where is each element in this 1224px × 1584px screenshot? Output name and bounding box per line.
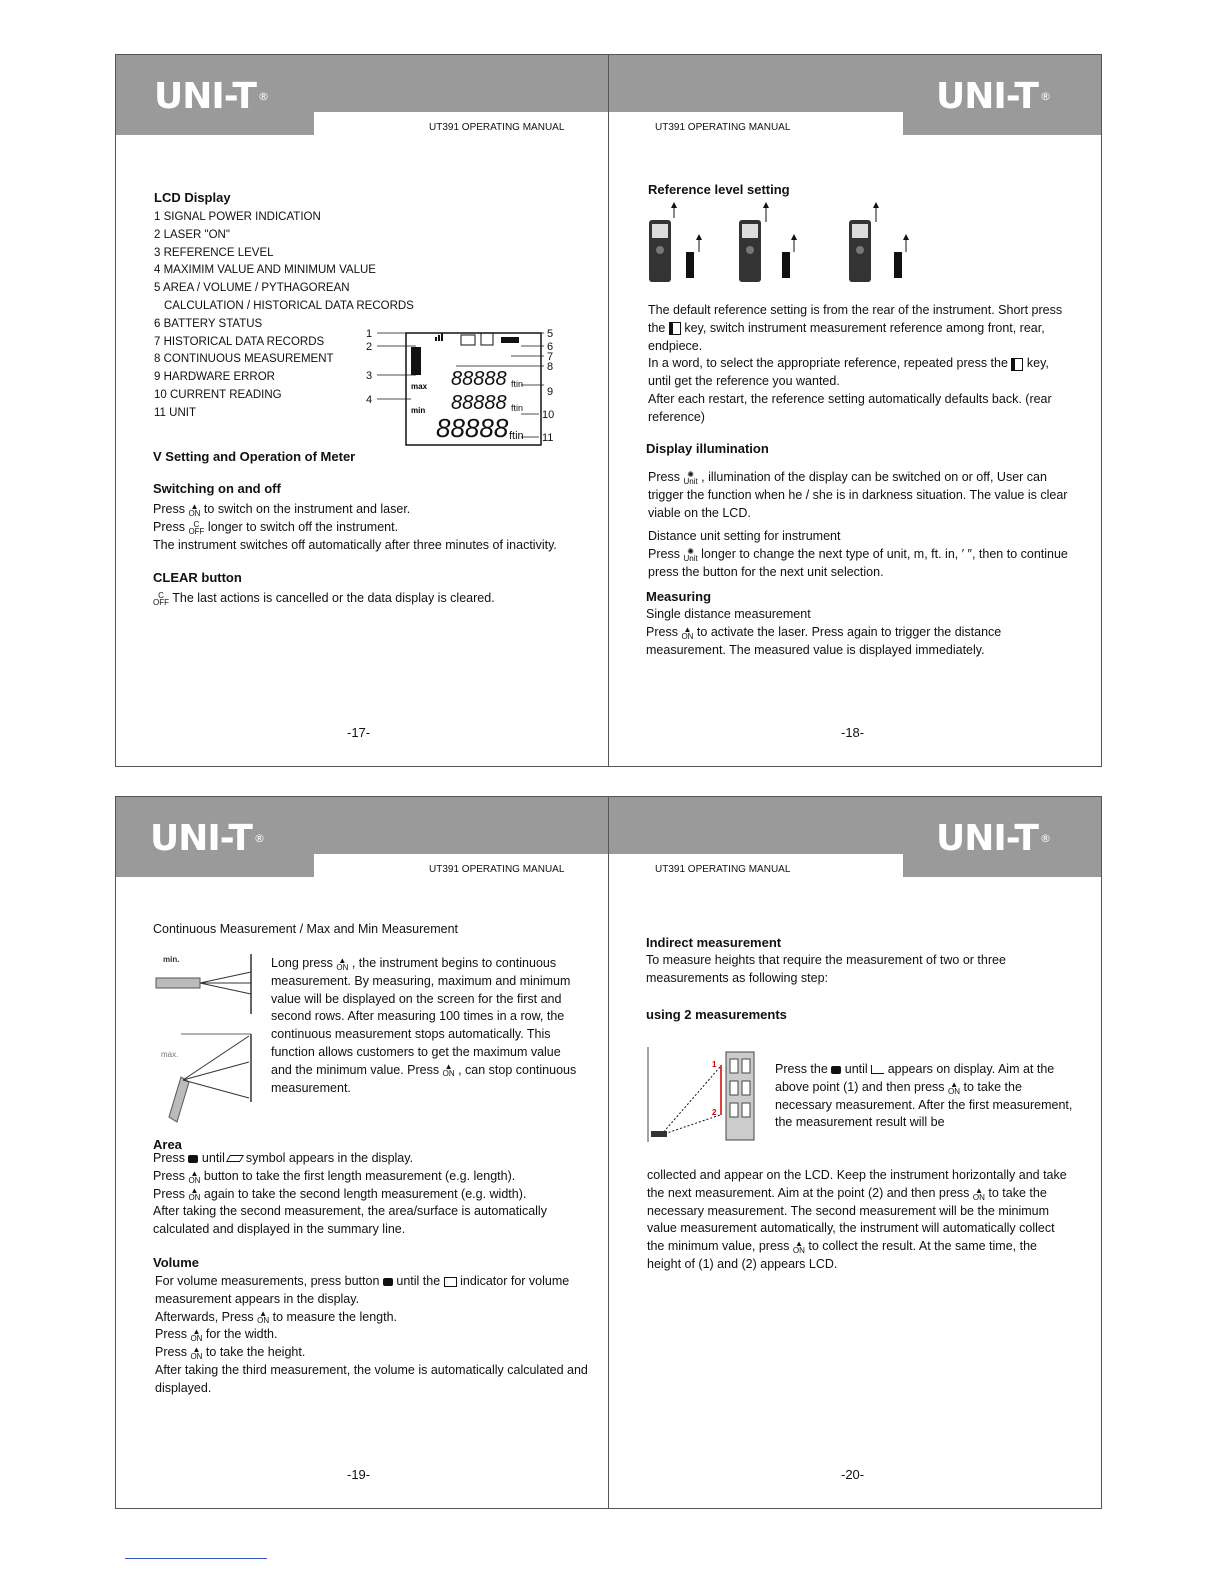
switch-title: Switching on and off [153,481,281,496]
reference-key-icon [1011,358,1023,371]
callout-5: 5 [547,328,554,340]
device-rear-ref [739,202,797,282]
switch-text: Press ▲ ON to switch on the instrument and laser. Press C OFF longer to switch off the instrument. The instrument switches off automatically after three minutes of inactivity. [153,501,557,552]
page-number: -18- [841,725,865,740]
page-number: -20- [841,1467,865,1482]
device-endpiece-ref [849,202,909,282]
list-item: 2 LASER "ON" [154,228,230,241]
unit-setting-text: Distance unit setting for instrument Press ✺ Unit longer to change the next type of unit, m, ft. in, ′ ″, then to continue press the button for the next unit selection. [648,529,1068,579]
callout-6: 6 [547,341,554,353]
on-key-icon: ▲ ON [336,955,349,972]
page-18 [609,55,1101,766]
on-key-icon: ▲ ON [190,1344,203,1361]
measuring-text: Single distance measurement Press ▲ ON to activate the laser. Press again to trigger the distance measurement. The measured value is displayed immediately. [646,607,1002,657]
lcd-digits-row-2: 88888 [451,392,507,414]
page-number: -19- [347,1467,371,1482]
height-symbol-icon [871,1065,884,1074]
on-key-icon: ▲ ON [948,1079,961,1096]
callout-3: 3 [366,370,373,382]
area-title: Area [153,1137,182,1152]
brand-logo: UNI-T ® [154,76,268,117]
callout-7: 7 [547,351,554,363]
device-front-ref [649,202,702,282]
list-item: 8 CONTINUOUS MEASUREMENT [154,353,334,366]
manual-title: UT391 OPERATING MANUAL [429,122,565,133]
clear-off-key-icon: C OFF [188,519,205,536]
manual-title: UT391 OPERATING MANUAL [655,864,791,875]
lcd-digits-row-3: 88888 [436,413,509,443]
page-19 [116,797,608,1508]
volume-text: For volume measurements, press button until the indicator for volume measurement appears in the display. Afterwards, Press ▲ ON to measure the length. Press ▲ ON for the width. Press ▲ ON to take the height. After taking the third measurement, the volume is automatically calculated and displayed. [155,1274,588,1395]
on-key-icon: ▲ ON [681,624,694,641]
on-key-icon: ▲ ON [257,1309,270,1326]
clear-title: CLEAR button [153,570,242,585]
list-item: 5 AREA / VOLUME / PYTHAGOREAN [154,282,350,295]
on-key-icon: ▲ ON [792,1238,805,1255]
lcd-min-label: min [411,406,426,415]
callout-11: 11 [542,432,554,444]
function-key-icon [831,1066,841,1074]
list-item: 7 HISTORICAL DATA RECORDS [154,335,325,348]
callout-4: 4 [366,394,373,406]
two-measurements-text-a: Press the until appears on display. Aim at the above point (1) and then press ▲ ON to take the necessary measurement. After the first measurement, the measurement result will be [775,1062,1073,1130]
clear-text: C OFF The last actions is cancelled or the data display is cleared. [153,590,495,607]
manual-title: UT391 OPERATING MANUAL [429,864,565,875]
volume-title: Volume [153,1255,199,1270]
two-measurements-text-b: collected and appear on the LCD. Keep the instrument horizontally and take the next measurement. Aim at the point (2) and then press ▲ ON to take the necessary measurement. The second measurement will be the minimum value measurement automatically, the instrument will automatically collect the minimum value, press ▲ ON to collect the result. At the same time, the height of (1) and (2) appears LCD. [647,1168,1067,1271]
page-number: -17- [347,725,371,740]
figure-point-2: 2 [712,1108,717,1117]
unit-key-icon: ✺ Unit [683,546,698,563]
reference-level-icon [411,347,421,375]
signal-icon [435,333,443,341]
list-item: 10 CURRENT READING [154,388,282,401]
indirect-title: Indirect measurement [646,935,782,950]
brand-logo: UNI-T ® [936,818,1050,859]
reference-text: The default reference setting is from the rear of the instrument. Short press the key, switch instrument measurement reference among front, rear, endpiece. In a word, to select the appropriate reference, repeated press the key, until get the reference you wanted. After each restart, the reference setting automatically defaults back. (rear reference) [648,303,1063,424]
volume-symbol-icon [444,1277,457,1287]
list-item: 9 HARDWARE ERROR [154,371,275,384]
figure-min-label: min. [163,955,180,964]
brand-logo: UNI-T ® [936,76,1050,117]
reference-key-icon [669,322,681,335]
lcd-title: LCD Display [154,190,231,205]
lcd-diagram [361,323,561,453]
area-text: Press until symbol appears in the display. Press ▲ ON button to take the first length measurement (e.g. length). Press ▲ ON again to take the second length measurement (e.g. width). After taking the second measurement, the area/surface is automatically calculated and displayed in the summary line. [153,1151,547,1237]
continuous-title: Continuous Measurement / Max and Min Measurement [153,922,459,936]
callout-1: 1 [366,328,373,340]
illumination-title: Display illumination [646,441,769,456]
on-key-icon: ▲ ON [972,1185,985,1202]
measuring-title: Measuring [646,589,712,604]
list-item: 6 BATTERY STATUS [154,317,263,330]
callout-9: 9 [547,386,554,398]
figure-point-1: 1 [712,1060,717,1069]
lcd-digits-row-1: 88888 [451,368,507,390]
area-icon [461,335,475,345]
brand-logo: UNI-T ® [150,818,264,859]
sheet-pages-17-18 [115,54,1102,767]
list-item: 1 SIGNAL POWER INDICATION [154,211,321,223]
list-item: 4 MAXIMIM VALUE AND MINIMUM VALUE [154,264,376,277]
function-key-icon [383,1278,393,1286]
page-17 [116,55,608,766]
illumination-text: Press ✺ Unit , illumination of the display can be switched on or off, User can trigger the function when he / she is in darkness situation. The value is clear viable on the LCD. [648,469,1068,520]
page-20 [609,797,1101,1508]
continuous-figure [151,952,261,1127]
section-title: V Setting and Operation of Meter [153,449,356,464]
footer-link-line [125,1558,267,1559]
lcd-unit-row-3: ftin [509,430,524,442]
indirect-measurement-figure [646,1047,756,1142]
reference-level-figure [644,200,924,290]
on-key-icon: ▲ ON [442,1062,455,1079]
function-key-icon [188,1155,198,1163]
list-item: CALCULATION / HISTORICAL DATA RECORDS [164,299,414,312]
on-key-icon: ▲ ON [188,1168,201,1185]
history-icon [481,333,493,345]
on-key-icon: ▲ ON [188,1186,201,1203]
list-item: 3 REFERENCE LEVEL [154,246,274,259]
reference-title: Reference level setting [648,182,790,197]
indirect-text: To measure heights that require the measurement of two or three measurements as following step: [646,953,1006,985]
callout-10: 10 [542,409,555,421]
callout-2: 2 [366,341,373,353]
two-measurements-title: using 2 measurements [646,1007,787,1022]
figure-max-label: max. [161,1050,179,1059]
callout-8: 8 [547,361,554,373]
battery-icon [501,337,519,343]
unit-key-icon: ✺ Unit [683,469,698,486]
sheet-pages-19-20 [115,796,1102,1509]
lcd-unit-row-1: ftin [511,379,524,389]
lcd-max-label: max [411,382,428,391]
clear-off-key-icon: C OFF [153,590,169,607]
on-key-icon: ▲ ON [190,1327,203,1344]
lcd-unit-row-2: ftin [511,403,524,413]
on-key-icon: ▲ ON [188,501,201,518]
manual-title: UT391 OPERATING MANUAL [655,122,791,133]
continuous-text: Long press ▲ ON , the instrument begins to continuous measurement. By measuring, maximum and minimum value will be displayed on the screen for the first and second rows. After measuring 100 times in a row, the continuous measurement stops automatically. This function allows customers to get the maximum value and the minimum value. Press ▲ ON , can stop continuous measurement. [271,955,577,1095]
area-symbol-icon [226,1155,244,1162]
list-item: 11 UNIT [154,406,196,419]
